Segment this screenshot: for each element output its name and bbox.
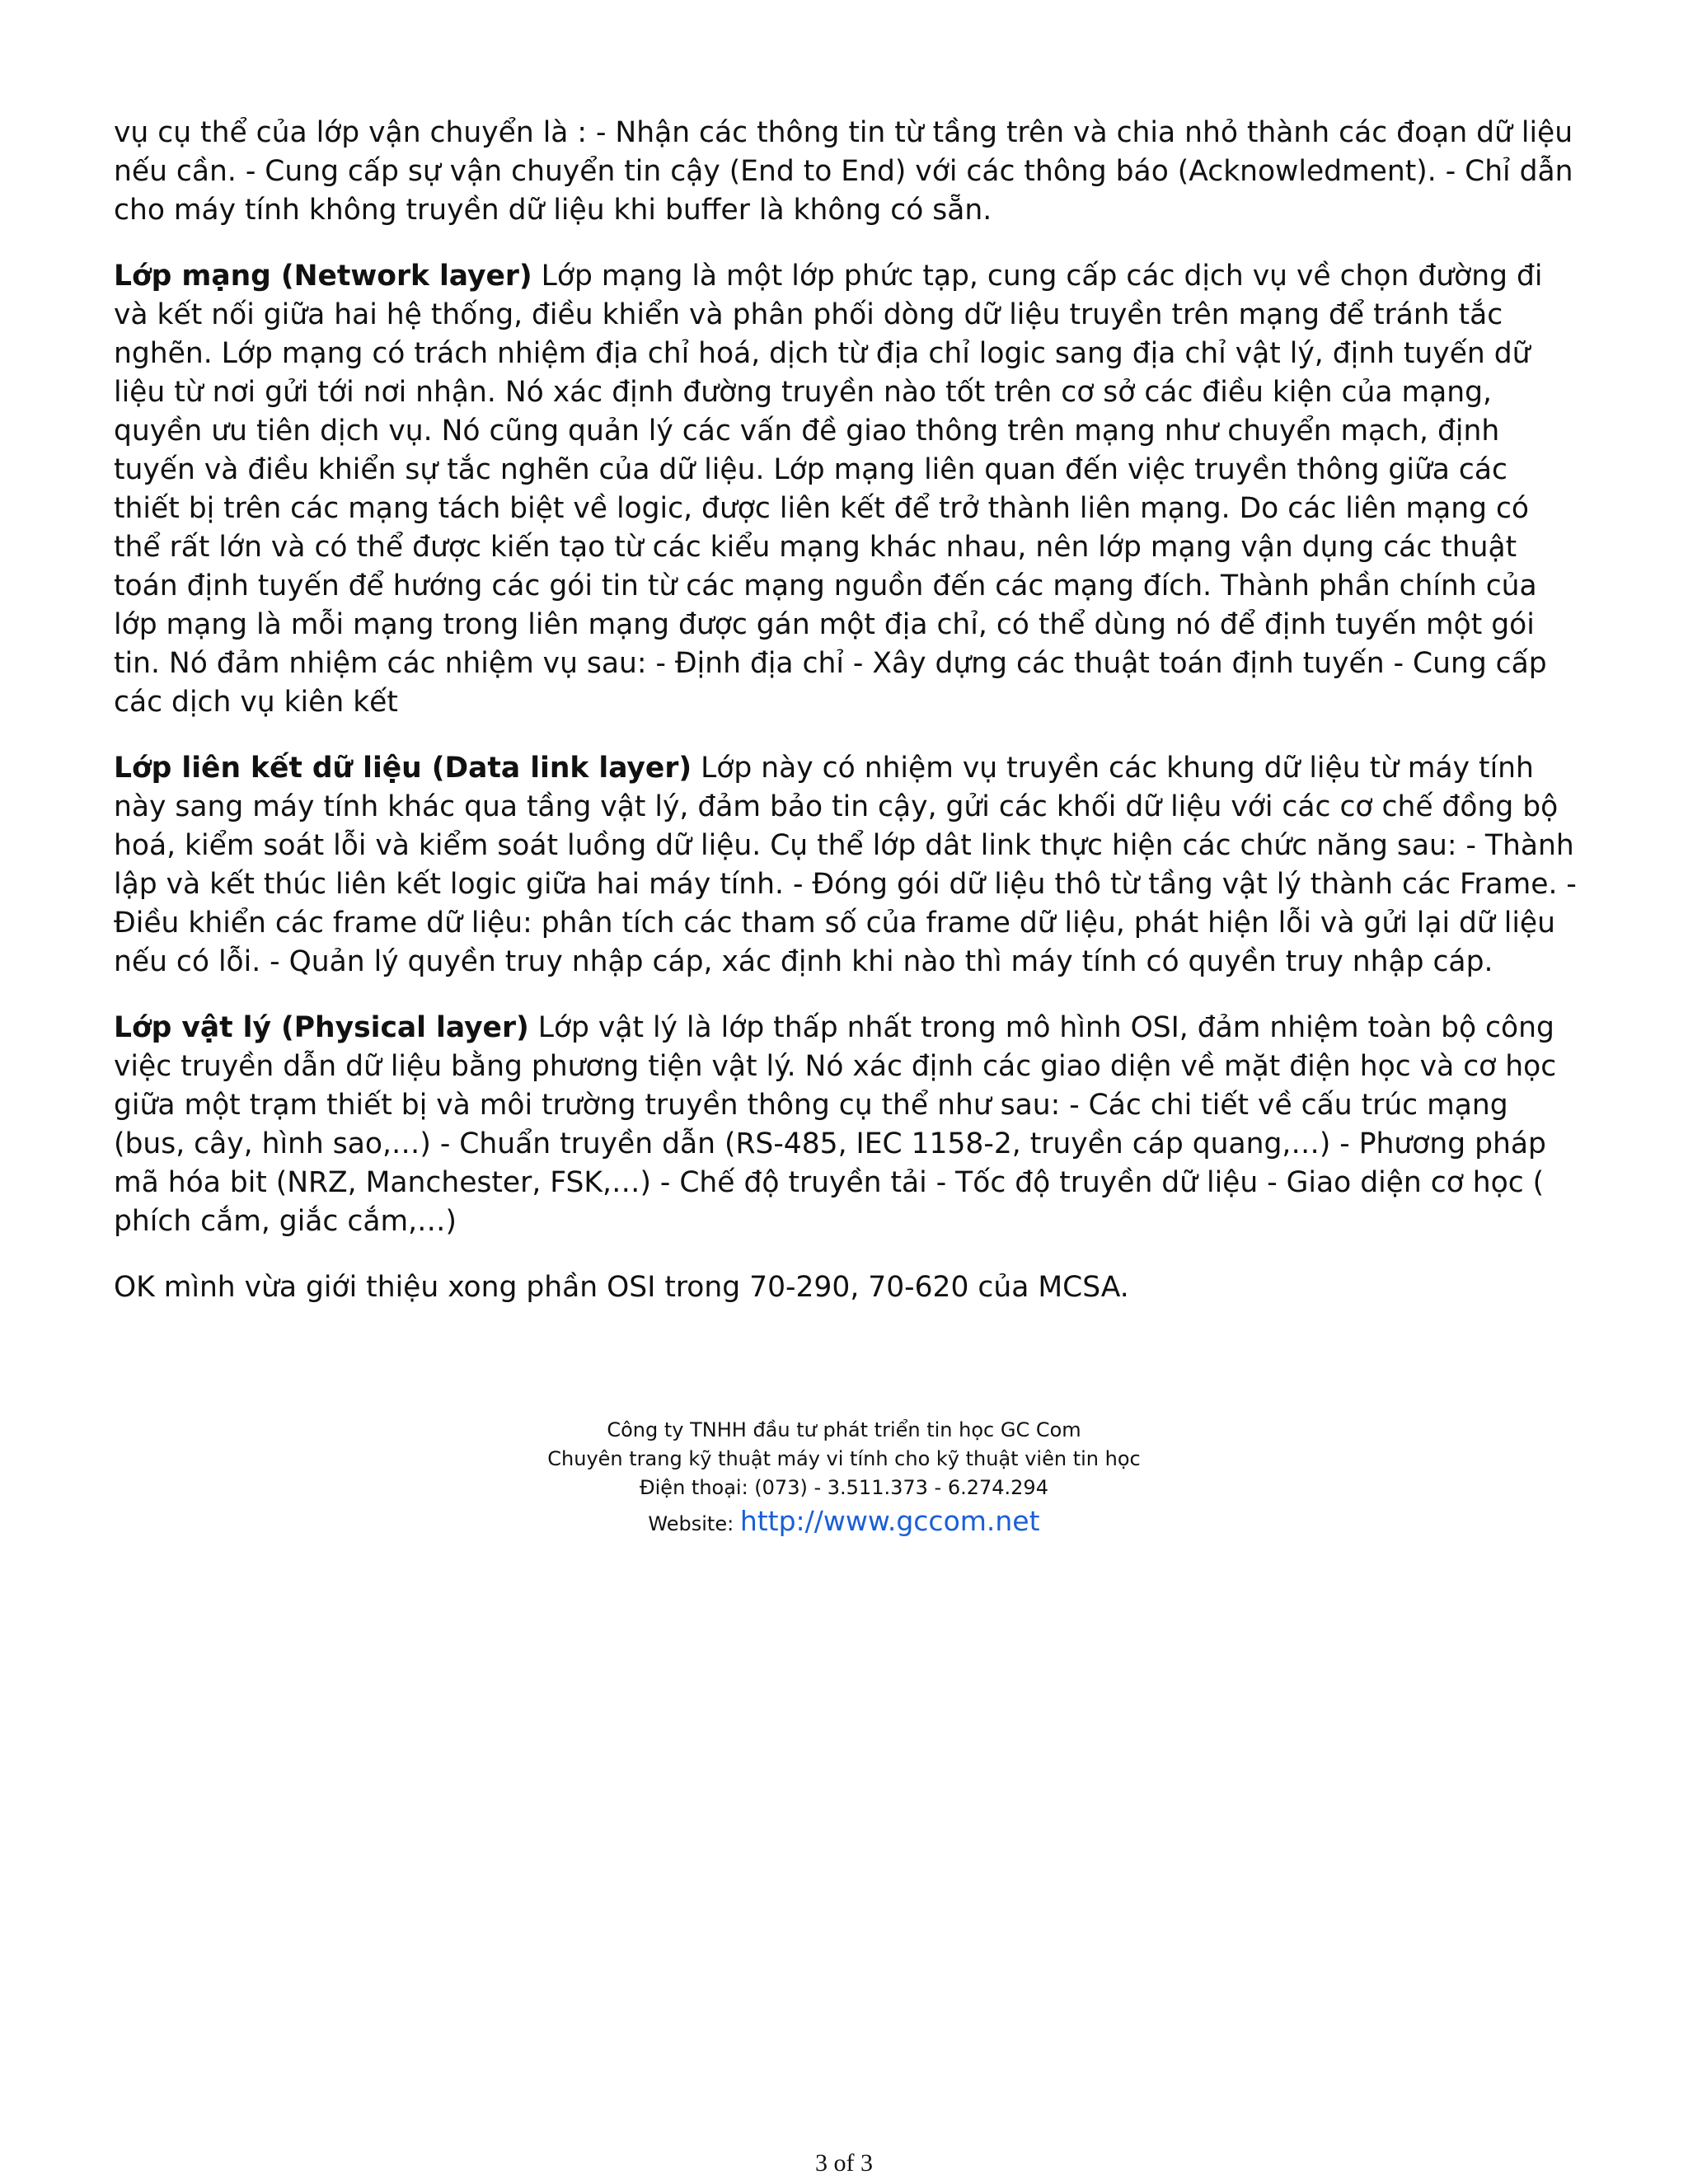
paragraph-transport-layer-continued (114, 114, 1581, 230)
paragraph-data-link-layer (114, 749, 1581, 982)
page-footer (0, 1416, 1688, 1543)
footer-phone: Điện thoại: (073) - 3.511.373 - 6.274.294 (640, 1476, 1048, 1499)
article-body (114, 114, 1581, 1334)
page-number: 3 of 3 (815, 2149, 873, 2177)
paragraph-text: Lớp mạng là một lớp phức tạp, cung cấp các dịch vụ về chọn đường đi và kết nối giữa hai hệ thống, điều khiển và phân phối dòng dữ liệu truyền trên mạng để tránh tắc nghẽn. Lớp mạng có trách nhiệm địa chỉ hoá, dịch từ địa chỉ logic sang địa chỉ vật lý, định tuyến dữ liệu từ nơi gửi tới nơi nhận. Nó xác định đường truyền nào tốt trên cơ sở các điều kiện của mạng, quyền ưu tiên dịch vụ. Nó cũng quản lý các vấn đề giao thông trên mạng như chuyển mạch, định tuyến và điều khiển sự tắc nghẽn của dữ liệu. Lớp mạng liên quan đến việc truyền thông giữa các thiết bị trên các mạng tách biệt về logic, được liên kết để trở thành liên mạng. Do các liên mạng có thể rất lớn và có thể được kiến tạo từ các kiểu mạng khác nhau, nên lớp mạng vận dụng các thuật toán định tuyến để hướng các gói tin từ các mạng nguồn đến các mạng đích. Thành phần chính của lớp mạng là mỗi mạng trong liên mạng được gán một địa chỉ, có thể dùng nó để định tuyến một gói tin. Nó đảm nhiệm các nhiệm vụ sau: - Định địa chỉ - Xây dựng các thuật toán định tuyến - Cung cấp các dịch vụ kiên kết (114, 260, 1547, 719)
paragraph-text: Lớp vật lý là lớp thấp nhất trong mô hình OSI, đảm nhiệm toàn bộ công việc truyền dẫn dữ liệu bằng phương tiện vật lý. Nó xác định các giao diện về mặt điện học và cơ học giữa một trạm thiết bị và môi trường truyền thông cụ thể như sau: - Các chi tiết về cấu trúc mạng (bus, cây, hình sao,…) - Chuẩn truyền dẫn (RS-485, IEC 1158-2, truyền cáp quang,…) - Phương pháp mã hóa bit (NRZ, Manchester, FSK,…) - Chế độ truyền tải - Tốc độ truyền dữ liệu - Giao diện cơ học ( phích cắm, giắc cắm,…) (114, 1011, 1557, 1238)
footer-tagline: Chuyên trang kỹ thuật máy vi tính cho kỹ thuật viên tin học (547, 1447, 1141, 1470)
footer-website-label: Website: (648, 1512, 740, 1535)
footer-website-link[interactable]: http://www.gccom.net (739, 1505, 1040, 1537)
paragraph-physical-layer (114, 1009, 1581, 1241)
section-heading-network-layer: Lớp mạng (Network layer) (114, 260, 532, 293)
footer-company: Công ty TNHH đầu tư phát triển tin học GC Com (607, 1418, 1081, 1441)
paragraph-text: vụ cụ thể của lớp vận chuyển là : - Nhận các thông tin từ tầng trên và chia nhỏ thành các đoạn dữ liệu nếu cần. - Cung cấp sự vận chuyển tin cậy (End to End) với các thông báo (Acknowledment). - Chỉ dẫn cho máy tính không truyền dữ liệu khi buffer là không có sẵn. (114, 116, 1573, 227)
paragraph-text: Lớp này có nhiệm vụ truyền các khung dữ liệu từ máy tính này sang máy tính khác qua tầng vật lý, đảm bảo tin cậy, gửi các khối dữ liệu với các cơ chế đồng bộ hoá, kiểm soát lỗi và kiểm soát luồng dữ liệu. Cụ thể lớp dât link thực hiện các chức năng sau: - Thành lập và kết thúc liên kết logic giữa hai máy tính. - Đóng gói dữ liệu thô từ tầng vật lý thành các Frame. - Điều khiển các frame dữ liệu: phân tích các tham số của frame dữ liệu, phát hiện lỗi và gửi lại dữ liệu nếu có lỗi. - Quản lý quyền truy nhập cáp, xác định khi nào thì máy tính có quyền truy nhập cáp. (114, 752, 1577, 978)
section-heading-physical-layer: Lớp vật lý (Physical layer) (114, 1011, 529, 1044)
section-heading-data-link-layer: Lớp liên kết dữ liệu (Data link layer) (114, 752, 692, 785)
paragraph-network-layer (114, 257, 1581, 722)
footer-website-line (0, 1502, 1688, 1543)
paragraph-closing (114, 1268, 1581, 1307)
paragraph-text: OK mình vừa giới thiệu xong phần OSI trong 70-290, 70-620 của MCSA. (114, 1271, 1129, 1304)
